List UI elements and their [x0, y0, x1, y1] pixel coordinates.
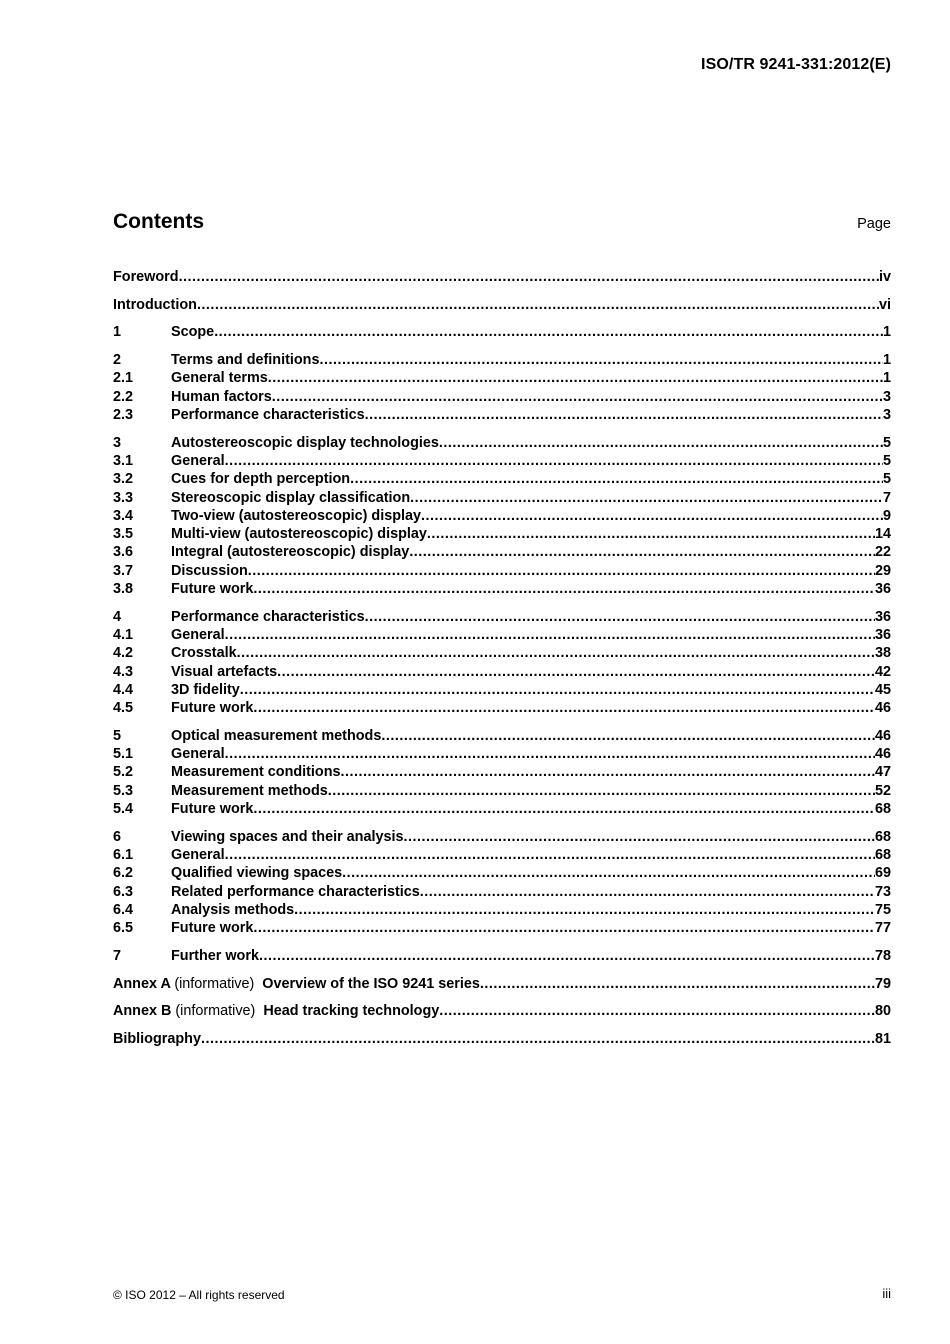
toc-entry-page: 22 [874, 544, 891, 561]
toc-entry-number: 1 [113, 324, 122, 341]
toc-entry-number: 2.1 [113, 370, 134, 387]
toc-entry-title: Terms and definitions [171, 352, 320, 369]
toc-entry-page: 3 [882, 406, 891, 423]
toc-entry[interactable] [113, 470, 891, 488]
toc-entry-page: 36 [874, 581, 891, 598]
toc-entry[interactable] [113, 1030, 891, 1048]
page-number: iii [882, 1286, 891, 1301]
toc-entry[interactable] [113, 452, 891, 470]
toc-entry-title: 3D fidelity [171, 681, 240, 698]
toc-entry[interactable] [113, 388, 891, 406]
toc-entry[interactable] [113, 296, 891, 314]
toc-entry-title: Future work [171, 700, 254, 717]
document-id: ISO/TR 9241-331:2012(E) [701, 56, 891, 73]
annex-label: Annex B [113, 1003, 172, 1020]
toc-entry[interactable] [113, 681, 891, 699]
toc-entry-number: 5.3 [113, 782, 134, 799]
toc-entry[interactable] [113, 864, 891, 882]
dot-leader [237, 644, 875, 662]
toc-entry-page: 68 [874, 801, 891, 818]
toc-entry-number: 3.1 [113, 452, 134, 469]
toc-entry[interactable] [113, 369, 891, 387]
toc-entry-number: 2.2 [113, 388, 134, 405]
contents-heading: Contents [113, 210, 204, 233]
toc-entry-title: Qualified viewing spaces [171, 865, 343, 882]
dot-leader [350, 470, 883, 488]
toc-entry-title: Performance characteristics [171, 406, 365, 423]
annex-note: (informative) [174, 975, 255, 992]
dot-leader [179, 268, 879, 286]
toc-entry-title: Scope [171, 324, 215, 341]
toc-entry-title: Crosstalk [171, 645, 237, 662]
toc-entry-number: 6.5 [113, 920, 134, 937]
toc-entry-page: 36 [874, 627, 891, 643]
dot-leader [319, 351, 883, 369]
toc-entry-title: General [171, 847, 225, 864]
toc-entry-number: 4.1 [113, 627, 134, 643]
dot-leader [294, 901, 875, 919]
dot-leader [328, 782, 875, 800]
toc-entry-page: 5 [882, 452, 891, 469]
dot-leader [253, 699, 875, 717]
toc-entry-number: 6 [113, 828, 122, 845]
toc-entry-title: Measurement methods [171, 782, 328, 799]
toc-entry-title: Cues for depth perception [171, 471, 351, 488]
toc-entry-number: 6.3 [113, 883, 134, 900]
toc-entry-title: Viewing spaces and their analysis [171, 828, 404, 845]
dot-leader [240, 681, 875, 699]
dot-leader [365, 406, 883, 424]
toc-entry[interactable] [113, 828, 891, 846]
toc-entry-number: 6.2 [113, 865, 134, 882]
toc-entry-page: 1 [882, 324, 891, 341]
toc-entry[interactable] [113, 975, 891, 993]
toc-entry[interactable] [113, 919, 891, 937]
annex-title: Overview of the ISO 9241 series [262, 975, 480, 992]
dot-leader [410, 489, 883, 507]
dot-leader [201, 1030, 875, 1048]
toc-entry-page: 78 [874, 947, 891, 964]
dot-leader [272, 388, 883, 406]
toc-entry-number: 3.8 [113, 581, 134, 598]
toc-entry[interactable] [113, 268, 891, 286]
toc-entry-title: Optical measurement methods [171, 727, 382, 744]
toc-entry-title: Foreword [113, 269, 179, 285]
toc-entry-number: 4.2 [113, 645, 134, 662]
toc-entry-page: 36 [874, 608, 891, 625]
toc-entry-page: 81 [874, 1030, 891, 1047]
toc-entry-title: Autostereoscopic display technologies [171, 434, 439, 451]
toc-entry[interactable] [113, 608, 891, 626]
dot-leader [253, 919, 875, 937]
dot-leader [277, 663, 875, 681]
dot-leader [421, 507, 883, 525]
toc-entry-title [113, 975, 480, 993]
toc-entry-page: 46 [874, 727, 891, 744]
dot-leader [268, 369, 883, 387]
toc-entry-number: 4.5 [113, 700, 134, 717]
toc-entry-number: 7 [113, 947, 122, 964]
toc-entry[interactable] [113, 883, 891, 901]
toc-entry-number: 3.4 [113, 507, 134, 524]
dot-leader [420, 883, 875, 901]
toc-entry-title: Stereoscopic display classification [171, 489, 411, 506]
dot-leader [259, 947, 875, 965]
dot-leader [197, 296, 879, 314]
toc-entry[interactable] [113, 947, 891, 965]
toc-entry-page: 29 [874, 562, 891, 579]
toc-entry-page: 79 [874, 975, 891, 992]
toc-entry-title: General [171, 452, 225, 469]
dot-leader [439, 1002, 875, 1020]
toc-entry-page: 5 [882, 434, 891, 451]
toc-entry-page: 52 [874, 782, 891, 799]
toc-entry[interactable] [113, 644, 891, 662]
toc-entry-number: 4.4 [113, 681, 134, 698]
toc-entry[interactable] [113, 489, 891, 507]
toc-entry-title: Further work [171, 947, 259, 964]
toc-entry-number: 3 [113, 434, 122, 451]
toc-entry-page: 46 [874, 700, 891, 717]
toc-entry[interactable] [113, 507, 891, 525]
dot-leader [480, 975, 875, 993]
toc-entry-title: Analysis methods [171, 901, 295, 918]
annex-note: (informative) [175, 1003, 256, 1020]
dot-leader [214, 323, 883, 341]
toc-entry-title: Integral (autostereoscopic) display [171, 544, 410, 561]
toc-entry-page: 45 [874, 681, 891, 698]
toc-entry-page: 7 [882, 489, 891, 506]
toc-entry-title: Performance characteristics [171, 608, 365, 625]
toc-entry-page: 75 [874, 901, 891, 918]
dot-leader [381, 727, 875, 745]
toc-entry-number: 2.3 [113, 406, 134, 423]
toc-entry[interactable] [113, 782, 891, 800]
toc-entry[interactable] [113, 543, 891, 561]
toc-entry-number: 4.3 [113, 663, 134, 680]
toc-entry-number: 5.4 [113, 801, 134, 818]
toc-entry-title: Discussion [171, 562, 248, 579]
toc-entry[interactable] [113, 763, 891, 781]
toc-entry-page: 1 [882, 370, 891, 387]
toc-entry[interactable] [113, 901, 891, 919]
toc-entry-title: General [171, 627, 225, 643]
toc-entry-title [113, 1002, 439, 1020]
copyright-notice: © ISO 2012 – All rights reserved [113, 1288, 285, 1302]
toc-entry-number: 2 [113, 352, 122, 369]
toc-entry[interactable] [113, 580, 891, 598]
toc-entry-page: 73 [874, 883, 891, 900]
dot-leader [225, 745, 875, 763]
dot-leader [409, 543, 875, 561]
toc-entry-number: 5.2 [113, 764, 134, 781]
toc-entry-page: 77 [874, 920, 891, 937]
toc-entry-number: 6.1 [113, 847, 134, 864]
toc-entry-number: 3.2 [113, 471, 134, 488]
toc-entry-page: 68 [874, 828, 891, 845]
dot-leader [253, 800, 875, 818]
toc-entry-title: Bibliography [113, 1030, 201, 1047]
dot-leader [365, 608, 875, 626]
page-column-label: Page [857, 216, 891, 232]
dot-leader [248, 562, 875, 580]
toc-entry-page: 47 [874, 764, 891, 781]
toc-entry-page: 1 [882, 352, 891, 369]
toc-entry-number: 3.3 [113, 489, 134, 506]
toc-entry[interactable] [113, 727, 891, 745]
toc-entry-page: 68 [874, 847, 891, 864]
toc-entry-title: Human factors [171, 388, 272, 405]
toc-entry-page: 80 [874, 1003, 891, 1020]
toc-entry-page: 42 [874, 663, 891, 680]
toc-entry[interactable] [113, 800, 891, 818]
toc-entry-page: 9 [882, 507, 891, 524]
annex-label: Annex A [113, 975, 171, 992]
toc-entry[interactable] [113, 434, 891, 452]
toc-entry-title: Introduction [113, 296, 197, 313]
toc-entry[interactable] [113, 351, 891, 369]
toc-entry[interactable] [113, 846, 891, 864]
toc-entry-number: 3.5 [113, 526, 134, 543]
toc-entry-number: 5 [113, 727, 122, 744]
toc-entry-title: Future work [171, 920, 254, 937]
toc-entry-page: 3 [882, 388, 891, 405]
toc-entry-title: General [171, 746, 225, 763]
toc-entry-number: 5.1 [113, 746, 134, 763]
toc-entry-title: Multi-view (autostereoscopic) display [171, 526, 427, 543]
toc-entry-page: iv [878, 269, 891, 285]
toc-entry-title: Visual artefacts [171, 663, 278, 680]
toc-entry[interactable] [113, 525, 891, 543]
toc-entry-title: Two-view (autostereoscopic) display [171, 507, 422, 524]
dot-leader [404, 828, 875, 846]
dot-leader [342, 864, 875, 882]
toc-entry-page: 5 [882, 471, 891, 488]
dot-leader [341, 763, 875, 781]
toc-entry-page: 69 [874, 865, 891, 882]
toc-entry-title: Related performance characteristics [171, 883, 420, 900]
toc-entry-page: vi [878, 296, 891, 313]
toc-entry-number: 4 [113, 608, 122, 625]
toc-entry[interactable] [113, 626, 891, 644]
dot-leader [439, 434, 883, 452]
toc-entry-page: 38 [874, 645, 891, 662]
dot-leader [225, 626, 875, 644]
toc-entry[interactable] [113, 323, 891, 341]
toc-entry-title: Measurement conditions [171, 764, 341, 781]
toc-entry-title: Future work [171, 581, 254, 598]
toc-entry-number: 6.4 [113, 901, 134, 918]
toc-entry[interactable] [113, 406, 891, 424]
toc-entry[interactable] [113, 663, 891, 681]
toc-entry-number: 3.6 [113, 544, 134, 561]
toc-entry[interactable] [113, 1002, 891, 1020]
toc-entry-title: Future work [171, 801, 254, 818]
dot-leader [253, 580, 875, 598]
dot-leader [225, 452, 883, 470]
toc-entry[interactable] [113, 699, 891, 717]
dot-leader [225, 846, 875, 864]
annex-title: Head tracking technology [263, 1003, 440, 1020]
toc-entry-title: General terms [171, 370, 268, 387]
toc-entry-page: 14 [874, 526, 891, 543]
dot-leader [427, 525, 875, 543]
toc-entry[interactable] [113, 745, 891, 763]
toc-entry-number: 3.7 [113, 562, 134, 579]
toc-entry-page: 46 [874, 746, 891, 763]
toc-entry[interactable] [113, 562, 891, 580]
table-of-contents [113, 268, 891, 1048]
